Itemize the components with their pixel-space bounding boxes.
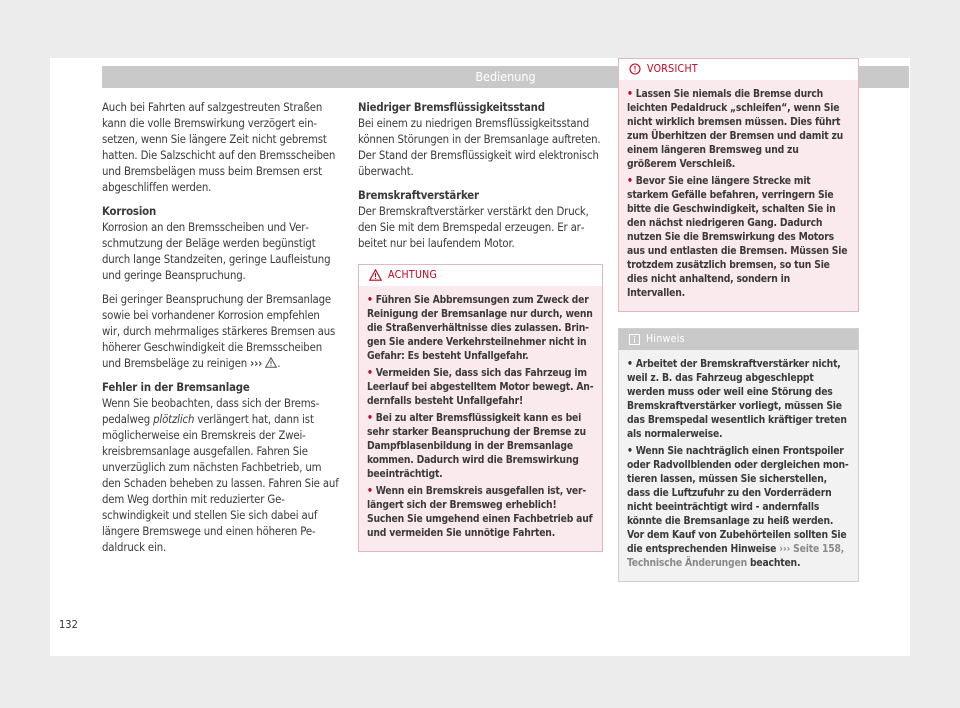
hinweis-item: • Arbeitet der Bremskraftverstärker nicht, weil z. B. das Fahrzeug abgeschleppt werden muss oder weil eine Störung des Bremskraftverstärker vorliegt, müssen Sie das Bremspedal wesentlich kräftiger treten als normalerweise. bbox=[627, 358, 847, 440]
hinweis-title: Hinweis bbox=[646, 333, 685, 345]
emphasis-ploetzlich: plötzlich bbox=[153, 413, 195, 426]
paragraph-salt: Auch bei Fahrten auf salzgestreuten Straßen kann die volle Bremswirkung verzögert einsetzen, wenn Sie längere Zeit nicht gebremst hatten. Die Salzschicht auf den Bremsscheiben und Bremsbelägen muss beim Bremsen erst abgeschliffen werden. bbox=[102, 101, 336, 194]
page-number: 132 bbox=[59, 618, 78, 631]
achtung-item: • Bei zu alter Bremsflüssigkeit kann es bei sehr starker Beanspruchung der Bremse zu Dampfblasenbildung in der Bremsanlage kommen. Dadurch wird die Bremswirkung beeinträchtigt. bbox=[367, 412, 586, 480]
paragraph-fehler: Wenn Sie beobachten, dass sich der Bremspedalweg plötzlich verlängert hat, dann ist möglicherweise ein Bremskreis der Zweikreisbremsanlage ausgefallen. Fahren Sie unverzüglich zum nächsten Fachbetrieb, um den Schaden beheben zu lassen. Fahren Sie auf dem Weg dorthin mit reduzierter Geschwindigkeit und stellen Sie sich dabei auf längere Bremswege und einen höheren Pedaldruck ein. bbox=[102, 397, 339, 554]
paragraph-niedrig: Bei einem zu niedrigen Bremsflüssigkeitsstand können Störungen in der Bremsanlage auftreten. Der Stand der Bremsflüssigkeit wird elektronisch überwacht. bbox=[358, 117, 601, 178]
column-middle bbox=[358, 100, 603, 552]
paragraph-cleaning-text: Bei geringer Beanspruchung der Bremsanlage sowie bei vorhandener Korrosion empfehlen wir, durch mehrmaliges stärkeres Bremsen aus höherer Geschwindigkeit die Bremsscheiben und Bremsbeläge zu reinigen bbox=[102, 293, 336, 370]
hinweis-box bbox=[618, 328, 859, 582]
achtung-body bbox=[359, 286, 602, 551]
vorsicht-title: VORSICHT bbox=[647, 63, 698, 75]
cross-reference-arrows[interactable]: ››› bbox=[779, 543, 791, 555]
achtung-item: • Führen Sie Abbremsungen zum Zweck der Reinigung der Bremsanlage nur durch, wenn die Straßenverhältnisse dies zulassen. Bringen Sie andere Verkehrsteilnehmer nicht in Gefahr: Es besteht Unfallgefahr. bbox=[367, 294, 593, 362]
warning-triangle-icon bbox=[369, 269, 382, 281]
vorsicht-box bbox=[618, 58, 859, 312]
paragraph-cleaning: Bei geringer Beanspruchung der Bremsanlage sowie bei vorhandener Korrosion empfehlen wir, durch mehrmaliges stärkeres Bremsen aus höherer Geschwindigkeit die Bremsscheiben und Bremsbeläge zu reinigen ››› . bbox=[102, 293, 336, 370]
achtung-item: • Wenn ein Bremskreis ausgefallen ist, verlängert sich der Bremsweg erheblich! Suchen Sie umgehend einen Fachbetrieb auf und vermeiden Sie unnötige Fahrten. bbox=[367, 485, 593, 539]
manual-page bbox=[50, 58, 910, 656]
vorsicht-item: • Lassen Sie niemals die Bremse durch leichten Pedaldruck „schleifen“, wenn Sie nicht wirklich bremsen müssen. Dies führt zum Überhitzen der Bremsen und damit zu einem längeren Bremsweg und zu größerem Verschleiß. bbox=[627, 88, 844, 170]
vorsicht-body bbox=[619, 80, 858, 311]
paragraph-verstaerker: Der Bremskraftverstärker verstärkt den Druck, den Sie mit dem Bremspedal erzeugen. Er arbeitet nur bei laufendem Motor. bbox=[358, 205, 589, 250]
hinweis-body bbox=[619, 350, 858, 581]
achtung-item: • Vermeiden Sie, dass sich das Fahrzeug im Leerlauf bei abgestelltem Motor bewegt. Andernfalls besteht Unfallgefahr! bbox=[367, 367, 594, 407]
section-header: Bedienung bbox=[102, 66, 909, 88]
column-right bbox=[618, 63, 859, 582]
heading-verstaerker: Bremskraftverstärker bbox=[358, 189, 479, 202]
info-icon bbox=[629, 334, 640, 345]
hinweis-header bbox=[619, 329, 858, 350]
paragraph-korrosion: Korrosion an den Bremsscheiben und Verschmutzung der Beläge werden begünstigt durch lange Standzeiten, geringe Laufleistung und geringe Beanspruchung. bbox=[102, 221, 331, 282]
cross-reference-arrows[interactable]: ››› bbox=[250, 357, 263, 370]
heading-korrosion: Korrosion bbox=[102, 205, 157, 218]
link-technische-aenderungen[interactable]: Seite 158, Technische Änderungen bbox=[627, 543, 845, 569]
heading-niedrig: Niedriger Bremsflüssigkeitsstand bbox=[358, 101, 545, 114]
achtung-title: ACHTUNG bbox=[388, 269, 438, 281]
column-left bbox=[102, 100, 340, 564]
achtung-header bbox=[359, 265, 602, 286]
warning-triangle-icon bbox=[265, 357, 277, 368]
info-circle-icon bbox=[629, 63, 641, 75]
vorsicht-header bbox=[619, 59, 858, 80]
achtung-box bbox=[358, 264, 603, 552]
vorsicht-item: • Bevor Sie eine längere Strecke mit starkem Gefälle befahren, verringern Sie bitte die Geschwindigkeit, schalten Sie in den nächst niedrigeren Gang. Dadurch nutzen Sie die Bremswirkung des Motors aus und entlasten die Bremsen. Müssen Sie trotzdem zusätzlich bremsen, so tun Sie dies nicht anhaltend, sondern in Intervallen. bbox=[627, 175, 848, 299]
hinweis-item: • Wenn Sie nachträglich einen Frontspoiler oder Radvollblenden oder dergleichen montieren lassen, müssen Sie sicherstellen, dass die Luftzufuhr zu den Vorderrädern nicht beeinträchtigt wird - andernfalls könnte die Bremsanlage zu heiß werden. Vor dem Kauf von Zubehörteilen sollten Sie die entsprechenden Hinweise ››› Seite 158, Technische Änderungen beachten. bbox=[627, 445, 849, 569]
heading-fehler: Fehler in der Bremsanlage bbox=[102, 381, 250, 394]
